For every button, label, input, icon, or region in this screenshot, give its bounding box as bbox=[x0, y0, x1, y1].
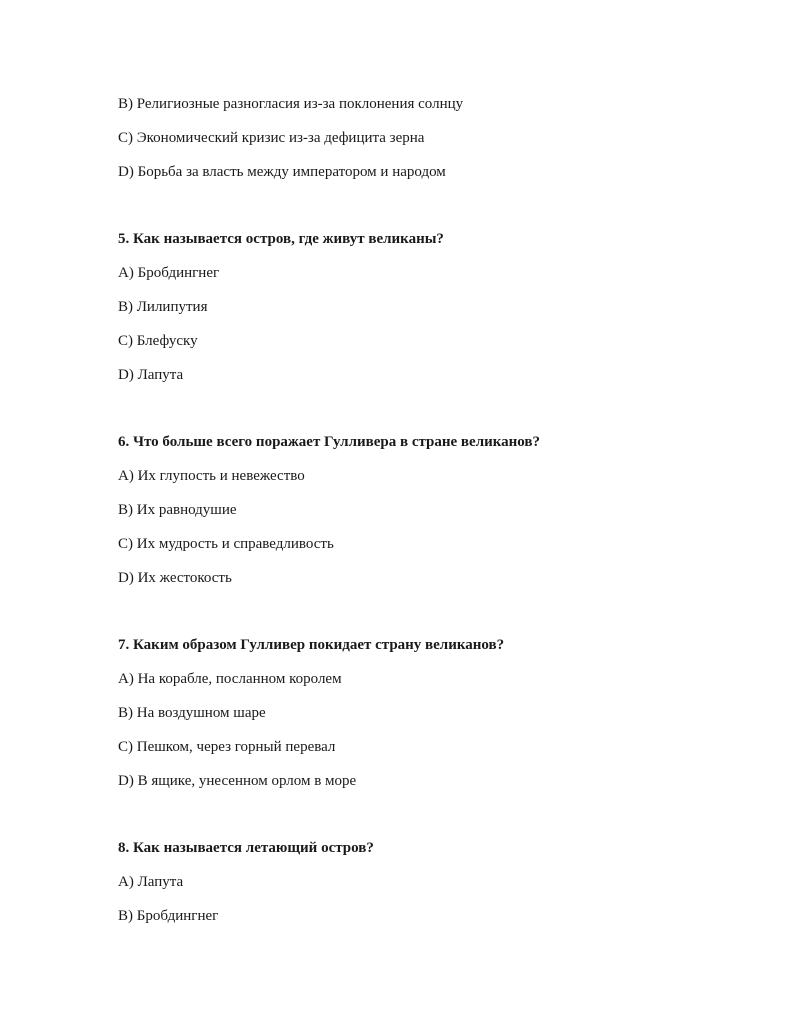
answer-option: A) На корабле, посланном королем bbox=[118, 671, 342, 687]
answer-option: A) Бробдингнег bbox=[118, 265, 220, 281]
answer-option: C) Их мудрость и справедливость bbox=[118, 536, 334, 552]
question-title: 6. Что больше всего поражает Гулливера в стране великанов? bbox=[118, 434, 541, 450]
question-title: 5. Как называется остров, где живут великаны? bbox=[118, 231, 444, 247]
answer-option: D) Борьба за власть между императором и народом bbox=[118, 164, 446, 180]
answer-option: D) Их жестокость bbox=[118, 570, 232, 586]
answer-option: A) Их глупость и невежество bbox=[118, 468, 305, 484]
question-title: 7. Каким образом Гулливер покидает страну великанов? bbox=[118, 637, 505, 653]
answer-option: C) Экономический кризис из-за дефицита зерна bbox=[118, 130, 425, 146]
answer-option: C) Пешком, через горный перевал bbox=[118, 739, 336, 755]
answer-option: C) Блефуску bbox=[118, 333, 198, 349]
answer-option: D) Лапута bbox=[118, 367, 184, 383]
answer-option: B) Религиозные разногласия из-за поклонения солнцу bbox=[118, 96, 464, 112]
answer-option: A) Лапута bbox=[118, 874, 184, 890]
answer-option: B) На воздушном шаре bbox=[118, 705, 266, 721]
answer-option: B) Их равнодушие bbox=[118, 502, 237, 518]
answer-option: D) В ящике, унесенном орлом в море bbox=[118, 773, 357, 789]
question-title: 8. Как называется летающий остров? bbox=[118, 840, 374, 856]
answer-option: B) Лилипутия bbox=[118, 299, 208, 315]
answer-option: B) Бробдингнег bbox=[118, 908, 219, 924]
